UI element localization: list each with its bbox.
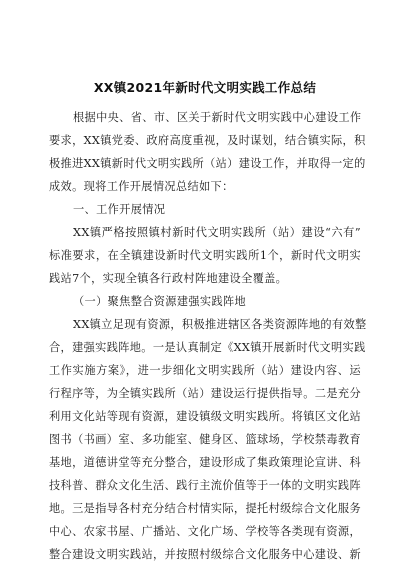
paragraph-line: 整合建设文明实践站，并按照村级综合文化服务中心建设、新	[49, 548, 361, 561]
paragraph-line: XX镇立足现有资源，积极推进辖区各类资源阵地的有效整	[73, 318, 367, 331]
subsection-heading: （一）聚焦整合资源建强实践阵地	[73, 295, 247, 308]
paragraph-line: 利用文化站等现有资源，建设镇级文明实践所。将镇区文化站	[49, 410, 361, 423]
paragraph-line: 地。三是指导各村充分结合村情实际，提托村级综合文化服务	[49, 502, 361, 515]
paragraph-line: 基地，道德讲堂等充分整合，建设形成了集政策理论宣讲、科	[49, 456, 361, 469]
paragraph-line: 极推进XX镇新时代文明实践所（站）建设工作，并取得一定的	[49, 157, 366, 170]
paragraph-line: 合，建强实践阵地。一是认真制定《XX镇开展新时代文明实践	[49, 341, 366, 354]
paragraph-line: 践站7个，实现全镇各行政村阵地建设全覆盖。	[49, 272, 288, 285]
paragraph-line: 标准要求，在全镇建设新时代文明实践所1个，新时代文明实	[49, 249, 361, 262]
paragraph-line: 行程序等，为全镇实践所（站）建设运行提供指导。二是充分	[49, 387, 361, 400]
paragraph-line: 技科普、群众文化生活、践行主流价值等于一体的文明实践阵	[49, 479, 361, 492]
paragraph-line: 图书（书画）室、多功能室、健身区、篮球场，学校禁毒教育	[49, 433, 361, 446]
document-body	[49, 106, 367, 566]
document-title: XX镇2021年新时代文明实践工作总结	[93, 80, 317, 95]
paragraph-line: 工作实施方案》，进一步细化文明实践所（站）建设内容、运	[49, 364, 361, 377]
paragraph-line: 中心、农家书屋、广播站、文化广场、学校等各类现有资源，	[49, 525, 361, 538]
paragraph-line: 根据中央、省、市、区关于新时代文明实践中心建设工作	[73, 111, 362, 124]
section-heading: 一、工作开展情况	[73, 203, 166, 216]
paragraph-line: 成效。现将工作开展情况总结如下：	[49, 180, 234, 193]
paragraph-line: XX镇严格按照镇村新时代文明实践所（站）建设“六有”	[73, 226, 361, 239]
paragraph-line: 要求，XX镇党委、政府高度重视，及时谋划，结合镇实际，积	[49, 134, 366, 147]
